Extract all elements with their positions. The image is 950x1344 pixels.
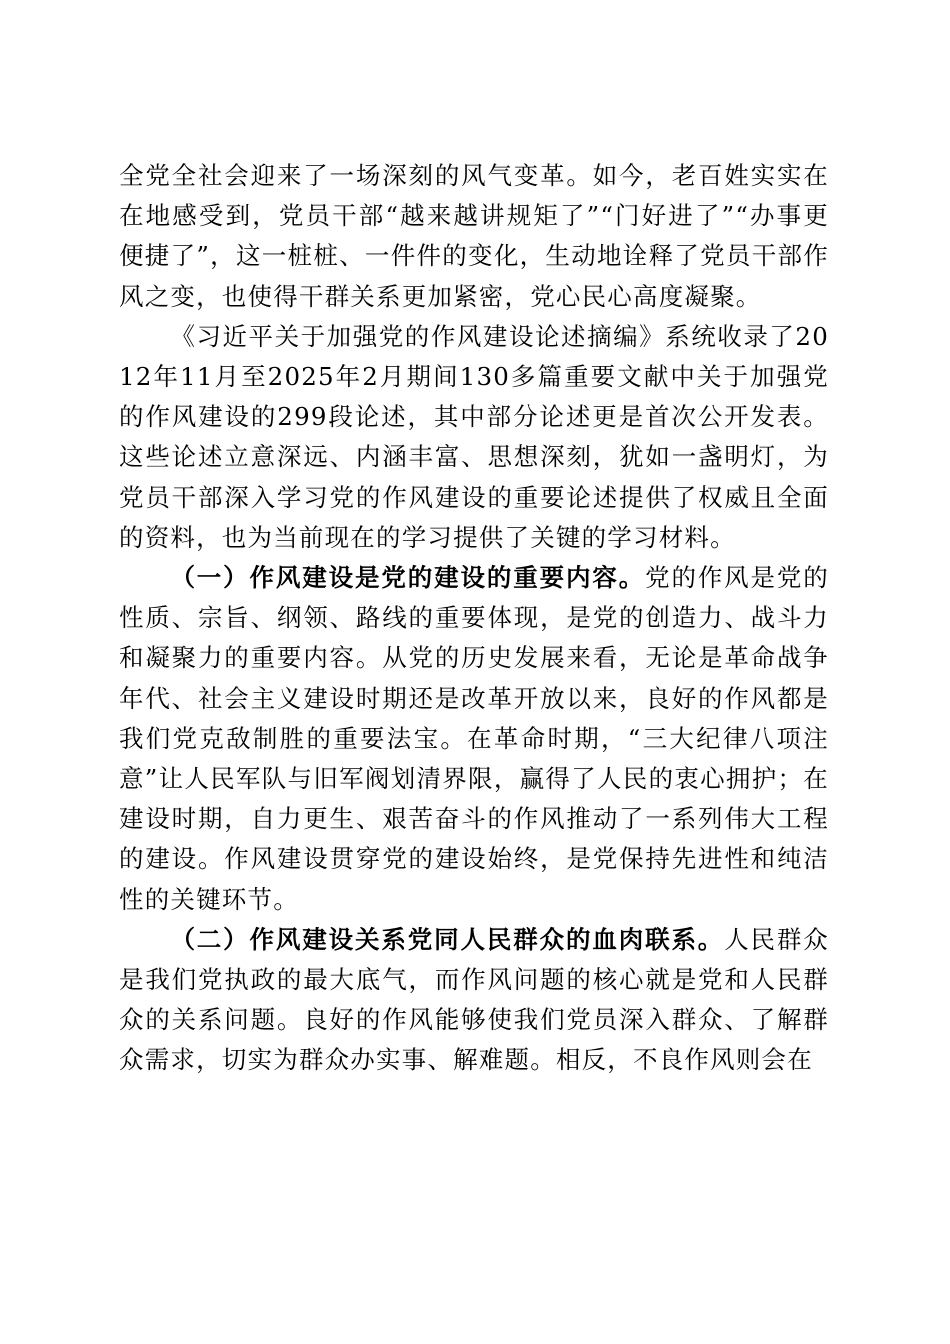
paragraph-text: 全党全社会迎来了一场深刻的风气变革。如今，老百姓实实在在地感受到，党员干部“越来越讲规矩了”“门好进了”“办事更便捷了”，这一桩桩、一件件的变化，生动地诠释了党员干部作风之变，也使得干群关系更加紧密，党心民心高度凝聚。	[119, 161, 829, 311]
section-heading: （二）作风建设关系党同人民群众的血肉联系。	[170, 924, 725, 954]
section-heading: （一）作风建设是党的建设的重要内容。	[170, 563, 646, 593]
paragraph-text: 人民群众是我们党执政的最大底气，而作风问题的核心就是党和人民群众的关系问题。良好的作风能够使我们党员深入群众、了解群众需求，切实为群众办实事、解难题。相反，不良作风则会在	[119, 924, 829, 1075]
paragraph-continuation	[119, 156, 829, 317]
paragraph-section-two	[119, 920, 829, 1081]
paragraph-section-one	[119, 558, 829, 920]
paragraph-book-intro	[119, 317, 829, 558]
document-body	[119, 156, 829, 1081]
paragraph-text: 《习近平关于加强党的作风建设论述摘编》系统收录了2012年11月至2025年2月期间130多篇重要文献中关于加强党的作风建设的299段论述，其中部分论述更是首次公开发表。这些论述立意深远、内涵丰富、思想深刻，犹如一盏明灯，为党员干部深入学习党的作风建设的重要论述提供了权威且全面的资料，也为当前现在的学习提供了关键的学习材料。	[119, 321, 829, 552]
paragraph-text: 党的作风是党的性质、宗旨、纲领、路线的重要体现，是党的创造力、战斗力和凝聚力的重要内容。从党的历史发展来看，无论是革命战争年代、社会主义建设时期还是改革开放以来，良好的作风都是我们党克敌制胜的重要法宝。在革命时期，“三大纪律八项注意”让人民军队与旧军阀划清界限，赢得了人民的衷心拥护；在建设时期，自力更生、艰苦奋斗的作风推动了一系列伟大工程的建设。作风建设贯穿党的建设始终，是党保持先进性和纯洁性的关键环节。	[119, 563, 829, 914]
